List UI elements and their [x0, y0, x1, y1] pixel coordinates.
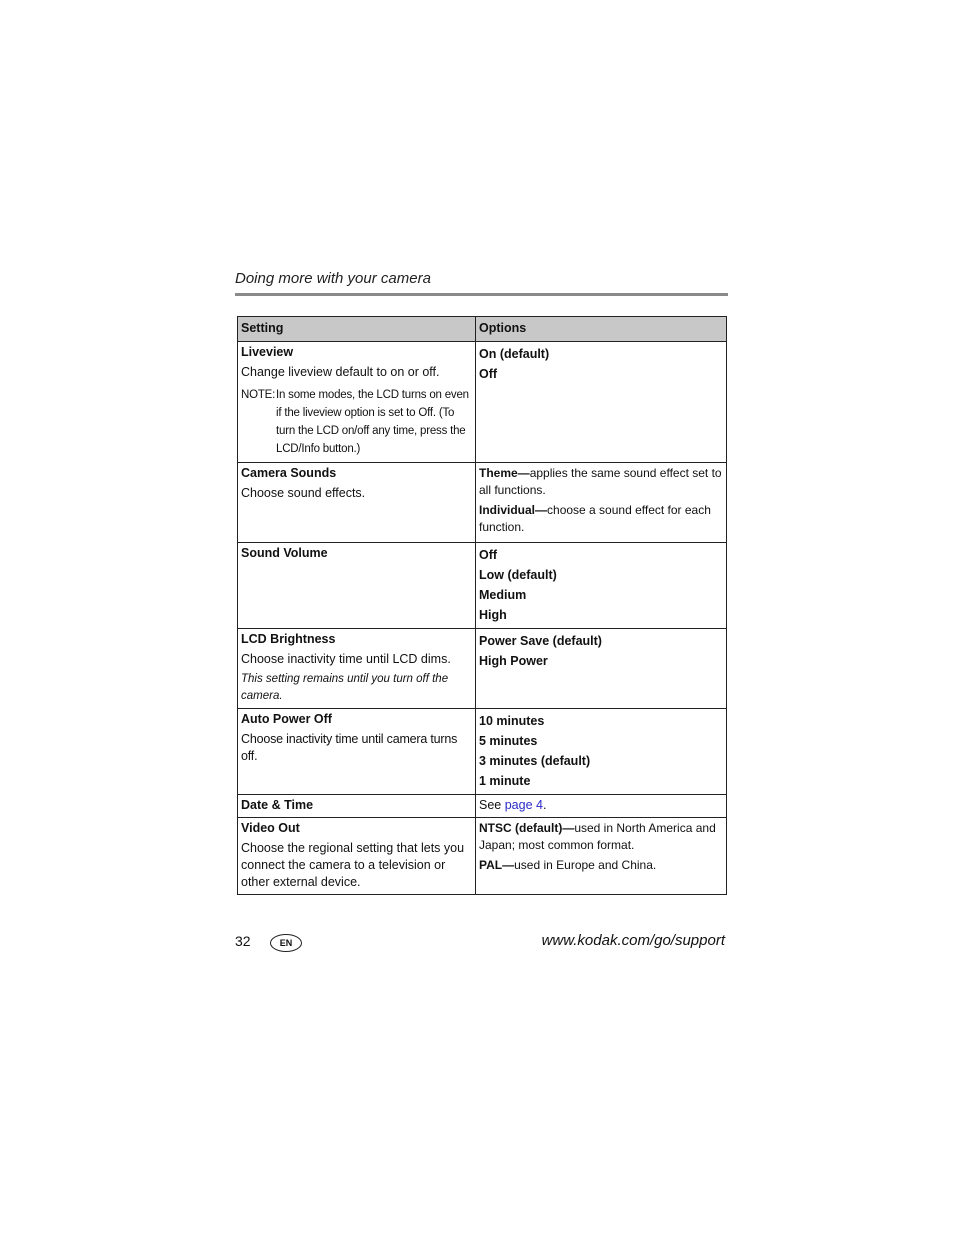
options-cell [476, 629, 727, 709]
page-4-link[interactable]: page 4 [504, 798, 543, 812]
setting-description: Choose inactivity time until LCD dims. [241, 652, 451, 666]
table-row [238, 342, 727, 463]
option-item: Off [479, 367, 498, 381]
note-text: In some modes, the LCD turns on even if the liveview option is set to Off. (To turn the LCD on/off any time, press the LCD/Info button.) [276, 389, 469, 455]
table-row [238, 629, 727, 709]
options-cell [476, 795, 727, 818]
option-item [479, 820, 723, 854]
column-header-options: Options [476, 317, 727, 342]
options-cell [476, 818, 727, 895]
setting-name: Sound Volume [241, 546, 328, 560]
setting-cell [238, 629, 476, 709]
setting-name: Auto Power Off [241, 712, 332, 726]
option-item: On (default) [479, 347, 550, 361]
table-row [238, 463, 727, 543]
option-item [479, 502, 723, 536]
option-item [479, 465, 723, 499]
setting-cell [238, 342, 476, 463]
option-item [479, 857, 723, 874]
option-text: choose a sound effect for each function. [479, 503, 711, 534]
option-item: Off [479, 548, 498, 562]
setting-name: LCD Brightness [241, 632, 336, 646]
settings-table [237, 316, 727, 895]
option-item: 5 minutes [479, 734, 538, 748]
option-item: 3 minutes (default) [479, 754, 591, 768]
option-item: Low (default) [479, 568, 557, 582]
option-item: High [479, 608, 507, 622]
options-cell [476, 709, 727, 795]
option-item: 1 minute [479, 774, 531, 788]
option-item: Medium [479, 588, 527, 602]
options-cell [476, 342, 727, 463]
setting-italic-note: This setting remains until you turn off the camera. [241, 673, 449, 702]
setting-cell [238, 543, 476, 629]
option-term: NTSC (default)— [479, 821, 575, 835]
table-row [238, 818, 727, 895]
option-text: used in North America and Japan; most common format. [479, 821, 716, 852]
setting-cell [238, 818, 476, 895]
setting-name: Video Out [241, 821, 300, 835]
table-row [238, 709, 727, 795]
setting-description: Choose inactivity time until camera turns off. [241, 732, 458, 763]
see-prefix: See [479, 798, 505, 812]
setting-cell [238, 709, 476, 795]
setting-name: Liveview [241, 345, 294, 359]
setting-description: Choose sound effects. [241, 486, 366, 500]
section-title: Doing more with your camera [235, 270, 431, 287]
page-number: 32 [235, 933, 251, 949]
option-item: Power Save (default) [479, 634, 602, 648]
see-suffix: . [542, 798, 547, 812]
options-cell [476, 543, 727, 629]
option-item: High Power [479, 654, 548, 668]
header-divider [235, 293, 728, 296]
option-term: Individual— [479, 503, 548, 517]
setting-cell [238, 463, 476, 543]
setting-name: Date & Time [241, 798, 314, 812]
option-term: Theme— [479, 466, 530, 480]
setting-description: Choose the regional setting that lets you connect the camera to a television or other external device. [241, 841, 465, 889]
option-text: applies the same sound effect set to all functions. [479, 466, 722, 497]
table-row [238, 543, 727, 629]
setting-note [241, 386, 472, 458]
note-label: NOTE: [241, 389, 276, 401]
option-text: used in Europe and China. [514, 858, 657, 872]
language-badge: EN [270, 934, 302, 952]
option-item: 10 minutes [479, 714, 545, 728]
table-header-row [238, 317, 727, 342]
setting-description: Change liveview default to on or off. [241, 365, 440, 379]
setting-cell [238, 795, 476, 818]
column-header-setting: Setting [238, 317, 476, 342]
option-term: PAL— [479, 858, 515, 872]
options-cell [476, 463, 727, 543]
table-row [238, 795, 727, 818]
setting-name: Camera Sounds [241, 466, 337, 480]
support-url: www.kodak.com/go/support [541, 932, 725, 949]
